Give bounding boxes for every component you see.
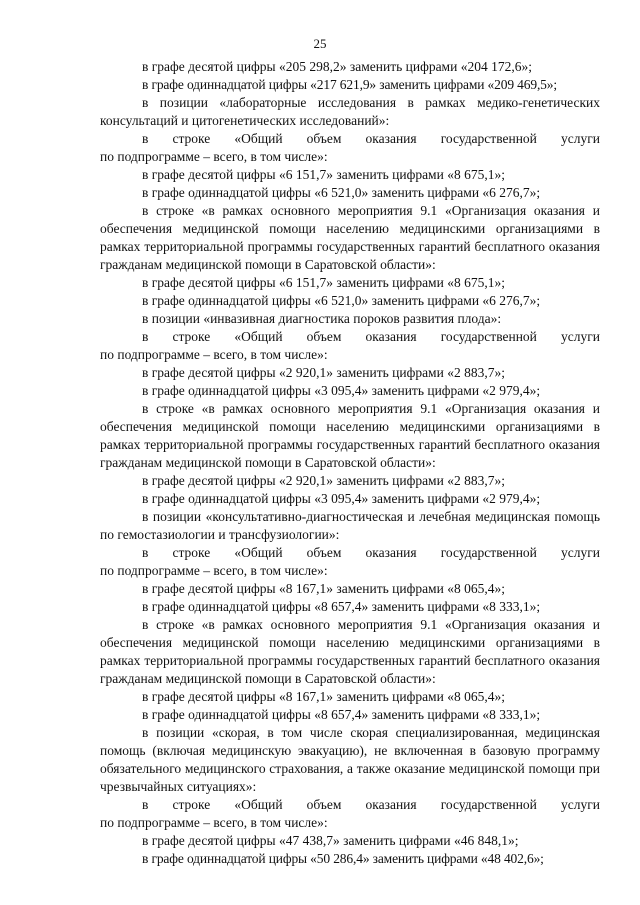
paragraph: в строке «в рамках основного мероприятия 9.1 «Организация оказания и обеспечения медицинской помощи населению медицинскими организациями в рамках территориальной программы государственных гарантий бесплатного оказания гражданам медицинской помощи в Саратовской области»:	[100, 203, 600, 272]
paragraph: в графе одиннадцатой цифры «217 621,9» заменить цифрами «209 469,5»;	[142, 77, 557, 92]
paragraph: в строке «Общий объем оказания государственной услуги	[142, 131, 600, 146]
paragraph: в графе одиннадцатой цифры «8 657,4» заменить цифрами «8 333,1»;	[142, 599, 541, 614]
paragraph: в графе одиннадцатой цифры «6 521,0» заменить цифрами «6 276,7»;	[142, 293, 541, 308]
paragraph: в графе десятой цифры «205 298,2» заменить цифрами «204 172,6»;	[142, 59, 532, 74]
paragraph: в графе десятой цифры «6 151,7» заменить цифрами «8 675,1»;	[142, 167, 505, 182]
paragraph: по подпрограмме – всего, в том числе»:	[100, 815, 328, 830]
paragraph: в позиции «лабораторные исследования в рамках медико-генетических консультаций и цитогенетических исследований»:	[100, 95, 600, 128]
paragraph: в позиции «инвазивная диагностика пороков развития плода»:	[142, 311, 502, 326]
paragraph: в графе одиннадцатой цифры «3 095,4» заменить цифрами «2 979,4»;	[142, 491, 541, 506]
paragraph: в графе десятой цифры «8 167,1» заменить цифрами «8 065,4»;	[142, 581, 505, 596]
paragraph: в строке «в рамках основного мероприятия 9.1 «Организация оказания и обеспечения медицинской помощи населению медицинскими организациями в рамках территориальной программы государственных гарантий бесплатного оказания гражданам медицинской помощи в Саратовской области»:	[100, 617, 600, 686]
paragraph: в графе десятой цифры «47 438,7» заменить цифрами «46 848,1»;	[142, 833, 519, 848]
paragraph: в графе десятой цифры «2 920,1» заменить цифрами «2 883,7»;	[142, 473, 505, 488]
paragraph: в строке «Общий объем оказания государственной услуги	[142, 545, 600, 560]
paragraph: в графе одиннадцатой цифры «3 095,4» заменить цифрами «2 979,4»;	[142, 383, 541, 398]
paragraph: по подпрограмме – всего, в том числе»:	[100, 563, 328, 578]
paragraph: в позиции «консультативно-диагностическая и лечебная медицинская помощь по гемостазиологии и трансфузиологии»:	[100, 509, 600, 542]
paragraph: в графе одиннадцатой цифры «50 286,4» заменить цифрами «48 402,6»;	[142, 851, 544, 866]
paragraph: в графе одиннадцатой цифры «6 521,0» заменить цифрами «6 276,7»;	[142, 185, 541, 200]
paragraph: в графе десятой цифры «8 167,1» заменить цифрами «8 065,4»;	[142, 689, 505, 704]
paragraph: в строке «Общий объем оказания государственной услуги	[142, 329, 600, 344]
paragraph: по подпрограмме – всего, в том числе»:	[100, 149, 328, 164]
page-number: 25	[313, 36, 327, 51]
paragraph: в графе десятой цифры «6 151,7» заменить цифрами «8 675,1»;	[142, 275, 505, 290]
paragraph: в строке «в рамках основного мероприятия 9.1 «Организация оказания и обеспечения медицинской помощи населению медицинскими организациями в рамках территориальной программы государственных гарантий бесплатного оказания гражданам медицинской помощи в Саратовской области»:	[100, 401, 600, 470]
paragraph: в графе десятой цифры «2 920,1» заменить цифрами «2 883,7»;	[142, 365, 505, 380]
paragraph: в строке «Общий объем оказания государственной услуги	[142, 797, 600, 812]
paragraph: в графе одиннадцатой цифры «8 657,4» заменить цифрами «8 333,1»;	[142, 707, 541, 722]
paragraph: в позиции «скорая, в том числе скорая специализированная, медицинская помощь (включая медицинскую эвакуацию), не включенная в базовую программу обязательного медицинского страхования, а также оказание медицинской помощи при чрезвычайных ситуациях»:	[100, 725, 600, 794]
document-body	[100, 58, 600, 868]
paragraph: по подпрограмме – всего, в том числе»:	[100, 347, 328, 362]
